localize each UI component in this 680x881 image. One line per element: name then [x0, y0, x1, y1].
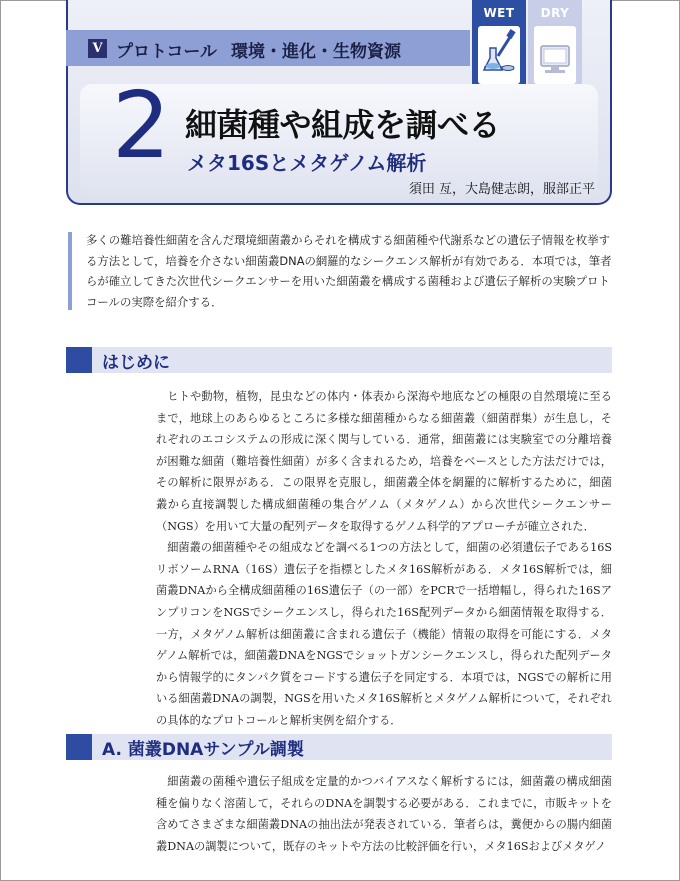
- section-title: [116, 37, 401, 62]
- paragraph: 細菌叢の細菌種やその組成などを調べる1つの方法として，細菌の必須遺伝子である16SリボソームRNA（16S）遺伝子を指標としたメタ16S解析がある．メタ16S解析では，細菌叢DNAから全構成細菌種の16S遺伝子（の一部）をPCRで一括増幅し，得られた16SアンプリコンをNGSでシークエンスし，得られた16S配列データから細菌情報を取得する．一方，メタゲノム解析は細菌叢に含まれる遺伝子（機能）情報の取得を可能にする．メタゲノム解析では，細菌叢DNAをNGSでショットガンシークエンスし，得られた配列データから情報学的にタンパク質をコードする遺伝子を同定する．本項では，NGSでの解析に用いる細菌叢DNAの調製，NGSを用いたメタ16S解析とメタゲノム解析について，それぞれの具体的なプロトコールと解析実例を紹介する．: [156, 541, 612, 727]
- introduction-body: [156, 386, 612, 732]
- abstract-accent-bar: [68, 232, 72, 310]
- section-title-sub: 環境・進化・生物資源: [230, 42, 401, 62]
- section-title-main: プロトコール: [116, 42, 217, 62]
- section-number-badge: V: [88, 39, 107, 58]
- tab-wet: [472, 0, 526, 94]
- chapter-subtitle: メタ16Sとメタゲノム解析: [187, 151, 427, 175]
- paragraph: ヒトや動物，植物，昆虫などの体内・体表から深海や地底などの極限の自然環境に至るまで，地球上のあらゆるところに多様な細菌種からなる細菌叢（細菌群集）が生息し，それぞれのエコシステムの形成に深く関与している．通常，細菌叢には実験室での分離培養が困難な細菌（難培養性細菌）が多く含まれるため，培養をベースとした方法だけでは，その解析に限界がある．この限界を克服し，細菌叢全体を網羅的に解析するために，細菌叢から直接調製した構成細菌種の集合ゲノム（メタゲノム）から次世代シークエンサー（NGS）を用いて大量の配列データを取得するゲノム科学的アプローチが確立された．: [156, 390, 612, 533]
- section-heading-dna-prep: A. 菌叢DNAサンプル調製: [102, 740, 304, 760]
- tab-dry-label: DRY: [540, 6, 570, 20]
- computer-monitor-icon: [534, 26, 576, 84]
- paragraph: 細菌叢の菌種や遺伝子組成を定量的かつバイアスなく解析するには，細菌叢の構成細菌種を偏りなく溶菌して，それらのDNAを調製する必要がある．これまでに，市販キットを含めてさまざまな細菌叢DNAの抽出法が発表されている．筆者らは，糞便からの腸内細菌叢DNAの調製について，既存のキットや方法の比較評価を行い，メタ16Sおよびメタゲノ: [156, 775, 612, 853]
- tab-wet-label: WET: [483, 6, 515, 20]
- dna-prep-body: [156, 771, 612, 857]
- authors: 須田 亙，大島健志朗，服部正平: [408, 182, 595, 197]
- abstract: [68, 232, 614, 310]
- section-heading-bar: [66, 347, 612, 373]
- section-heading-introduction: はじめに: [102, 353, 170, 373]
- chapter-title: 細菌種や組成を調べる: [185, 106, 501, 144]
- abstract-text: 多くの難培養性細菌を含んだ環境細菌叢からそれを構成する細菌種や代謝系などの遺伝子情報を枚挙する方法として，培養を介さない細菌叢DNAの網羅的なシークエンス解析が有効である．本項では，筆者らが確立してきた次世代シークエンサーを用いた細菌叢を構成する菌種および遺伝子解析の実験プロトコールの実際を紹介する．: [86, 233, 612, 309]
- tab-dry: [528, 0, 582, 94]
- chapter-number: 2: [112, 72, 171, 179]
- flask-pipette-icon: [478, 26, 520, 84]
- section-heading-bar: [66, 734, 612, 760]
- heading-marker: [66, 347, 92, 373]
- heading-marker: [66, 734, 92, 760]
